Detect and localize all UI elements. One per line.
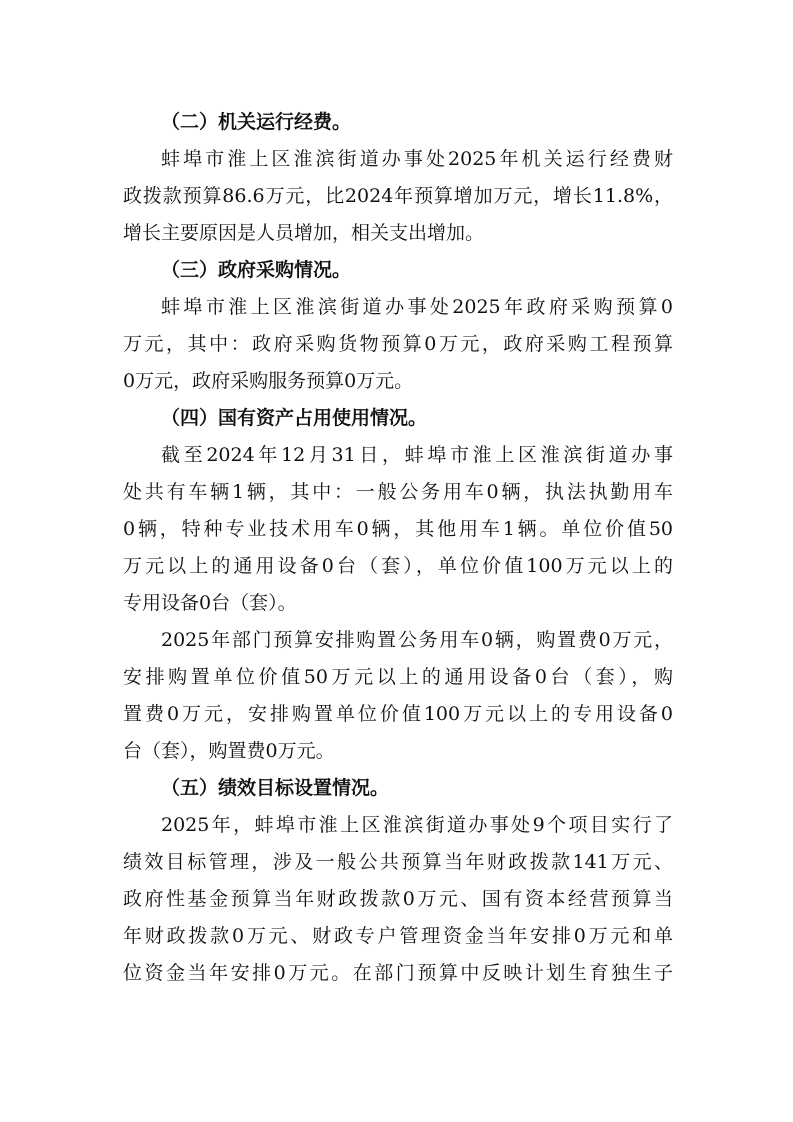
text-line: 0万元，政府采购服务预算0万元。 (123, 370, 414, 392)
text-line: 蚌埠市淮上区淮滨街道办事处2025年政府采购预算0 (161, 296, 673, 318)
text-line: 截至2024年12月31日，蚌埠市淮上区淮滨街道办事 (161, 444, 673, 466)
paragraph-performance-goals (123, 807, 673, 992)
section-heading-operating-costs: （二）机关运行经费。 (161, 111, 352, 133)
text-line: 增长主要原因是人员增加，相关支出增加。 (123, 222, 485, 244)
text-line: 万元以上的通用设备0台（套），单位价值100万元以上的 (123, 555, 673, 577)
text-line: 万元，其中：政府采购货物预算0万元，政府采购工程预算 (123, 333, 673, 355)
text-line: 政府性基金预算当年财政拨款0万元、国有资本经营预算当 (123, 888, 673, 910)
text-line: 年财政拨款0万元、财政专户管理资金当年安排0万元和单 (123, 925, 673, 947)
text-line: 2025年，蚌埠市淮上区淮滨街道办事处9个项目实行了 (161, 814, 673, 836)
text-line: 蚌埠市淮上区淮滨街道办事处2025年机关运行经费财 (161, 148, 673, 170)
text-line: 置费0万元，安排购置单位价值100万元以上的专用设备0 (123, 703, 673, 725)
text-line: 位资金当年安排0万元。在部门预算中反映计划生育独生子 (123, 962, 673, 984)
text-line: 处共有车辆1辆，其中：一般公务用车0辆，执法执勤用车 (123, 481, 673, 503)
paragraph-purchase-plan (123, 622, 673, 770)
text-line: 专用设备0台（套）。 (123, 592, 297, 614)
paragraph-operating-costs (123, 141, 673, 252)
section-heading-performance-goals: （五）绩效目标设置情况。 (161, 777, 390, 799)
text-line: 安排购置单位价值50万元以上的通用设备0台（套），购 (123, 666, 673, 688)
text-line: 2025年部门预算安排购置公务用车0辆，购置费0万元， (161, 629, 673, 651)
section-heading-state-assets: （四）国有资产占用使用情况。 (161, 407, 428, 429)
section-heading-procurement: （三）政府采购情况。 (161, 259, 352, 281)
text-line: 0辆，特种专业技术用车0辆，其他用车1辆。单位价值50 (123, 518, 673, 540)
text-line: 政拨款预算86.6万元，比2024年预算增加万元，增长11.8%， (123, 185, 673, 207)
text-line: 台（套），购置费0万元。 (123, 740, 335, 762)
text-line: 绩效目标管理，涉及一般公共预算当年财政拨款141万元、 (123, 851, 673, 873)
paragraph-vehicles (123, 437, 673, 622)
paragraph-procurement (123, 289, 673, 400)
document-page (123, 100, 673, 992)
